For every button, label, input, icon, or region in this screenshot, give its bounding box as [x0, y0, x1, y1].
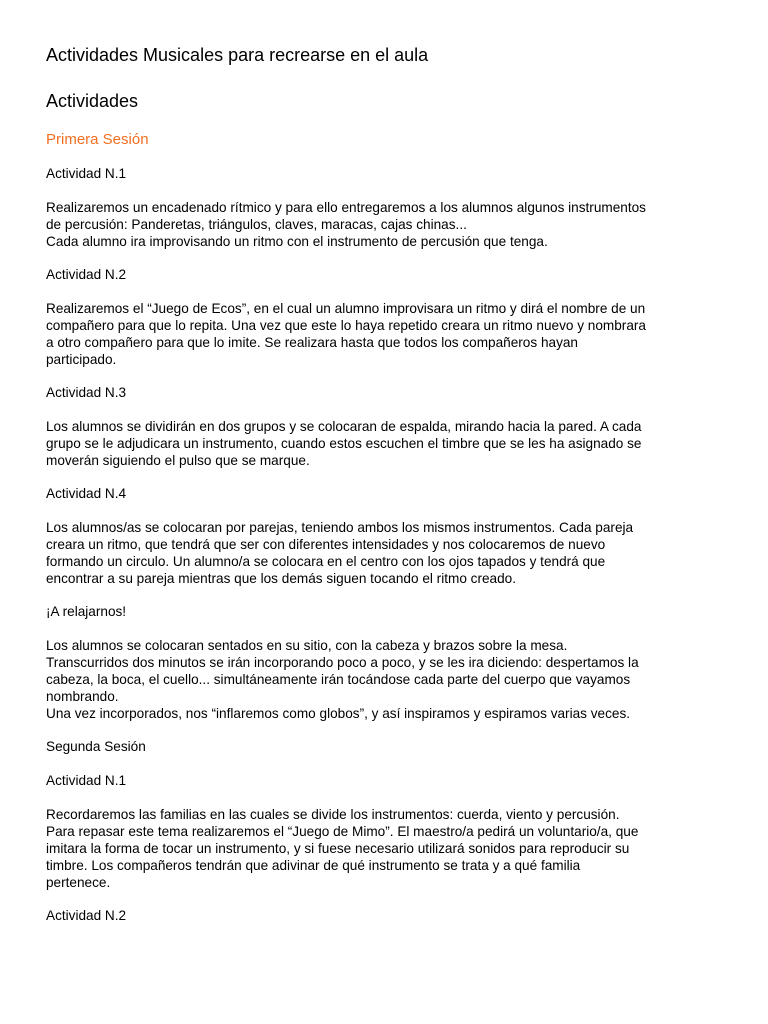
activity-3-label: Actividad N.3 — [46, 385, 127, 400]
text-line: a otro compañero para que lo imite. Se realizara hasta que todos los compañeros hayan — [46, 335, 578, 350]
section-title: Actividades — [46, 91, 139, 111]
text-line: Realizaremos un encadenado rítmico y para ello entregaremos a los alumnos algunos instrumentos — [46, 200, 646, 215]
text-line: imitara la forma de tocar un instrumento, y si fuese necesario utilizará sonidos para reproducir su — [46, 841, 630, 856]
text-line: encontrar a su pareja mientras que los demás siguen tocando el ritmo creado. — [46, 571, 516, 586]
session-2-activity-2-label: Actividad N.2 — [46, 908, 127, 923]
activity-4-label: Actividad N.4 — [46, 486, 127, 501]
document-page — [46, 44, 746, 941]
text-line: Recordaremos las familias en las cuales se divide los instrumentos: cuerda, viento y percusión. — [46, 807, 620, 822]
text-line: grupo se le adjudicara un instrumento, cuando estos escuchen el timbre que se les ha asignado se — [46, 436, 642, 451]
text-line: timbre. Los compañeros tendrán que adivinar de qué instrumento se trata y a qué familia — [46, 858, 581, 873]
text-line: Los alumnos/as se colocaran por parejas, teniendo ambos los mismos instrumentos. Cada pareja — [46, 520, 634, 535]
session-2-title: Segunda Sesión — [46, 739, 146, 754]
text-line: Los alumnos se colocaran sentados en su sitio, con la cabeza y brazos sobre la mesa. — [46, 638, 568, 653]
text-line: Una vez incorporados, nos “inflaremos como globos”, y así inspiramos y espiramos varias veces. — [46, 706, 631, 721]
activity-1-label: Actividad N.1 — [46, 166, 127, 181]
activity-2-label: Actividad N.2 — [46, 267, 127, 282]
text-line: cabeza, la boca, el cuello... simultáneamente irán tocándose cada parte del cuerpo que vayamos — [46, 672, 631, 687]
session-1-title: Primera Sesión — [46, 131, 149, 148]
text-line: Realizaremos el “Juego de Ecos”, en el cual un alumno improvisara un ritmo y dirá el nombre de un — [46, 301, 646, 316]
text-line: Para repasar este tema realizaremos el “Juego de Mimo”. El maestro/a pedirá un voluntario/a, que — [46, 824, 639, 839]
text-line: nombrando. — [46, 689, 119, 704]
text-line: compañero para que lo repita. Una vez que este lo haya repetido creara un ritmo nuevo y nombrara — [46, 318, 646, 333]
activity-1-text — [46, 199, 746, 250]
text-line: creara un ritmo, que tendrá que ser con diferentes intensidades y nos colocaremos de nuevo — [46, 537, 606, 552]
text-line: pertenece. — [46, 875, 111, 890]
text-line: moverán siguiendo el pulso que se marque. — [46, 453, 310, 468]
relax-label: ¡A relajarnos! — [46, 604, 127, 619]
text-line: Transcurridos dos minutos se irán incorporando poco a poco, y se les ira diciendo: despertamos la — [46, 655, 639, 670]
activity-3-text — [46, 418, 746, 469]
session-2-activity-1-label: Actividad N.1 — [46, 773, 127, 788]
text-line: Los alumnos se dividirán en dos grupos y se colocaran de espalda, mirando hacia la pared. A cada — [46, 419, 642, 434]
relax-text — [46, 637, 746, 722]
activity-4-text — [46, 519, 746, 587]
text-line: participado. — [46, 352, 117, 367]
text-line: formando un circulo. Un alumno/a se colocara en el centro con los ojos tapados y tendrá que — [46, 554, 606, 569]
activity-2-text — [46, 300, 746, 368]
text-line: Cada alumno ira improvisando un ritmo con el instrumento de percusión que tenga. — [46, 234, 548, 249]
session-2-activity-1-text — [46, 806, 746, 891]
document-title: Actividades Musicales para recrearse en el aula — [46, 45, 429, 65]
text-line: de percusión: Panderetas, triángulos, claves, maracas, cajas chinas... — [46, 217, 467, 232]
